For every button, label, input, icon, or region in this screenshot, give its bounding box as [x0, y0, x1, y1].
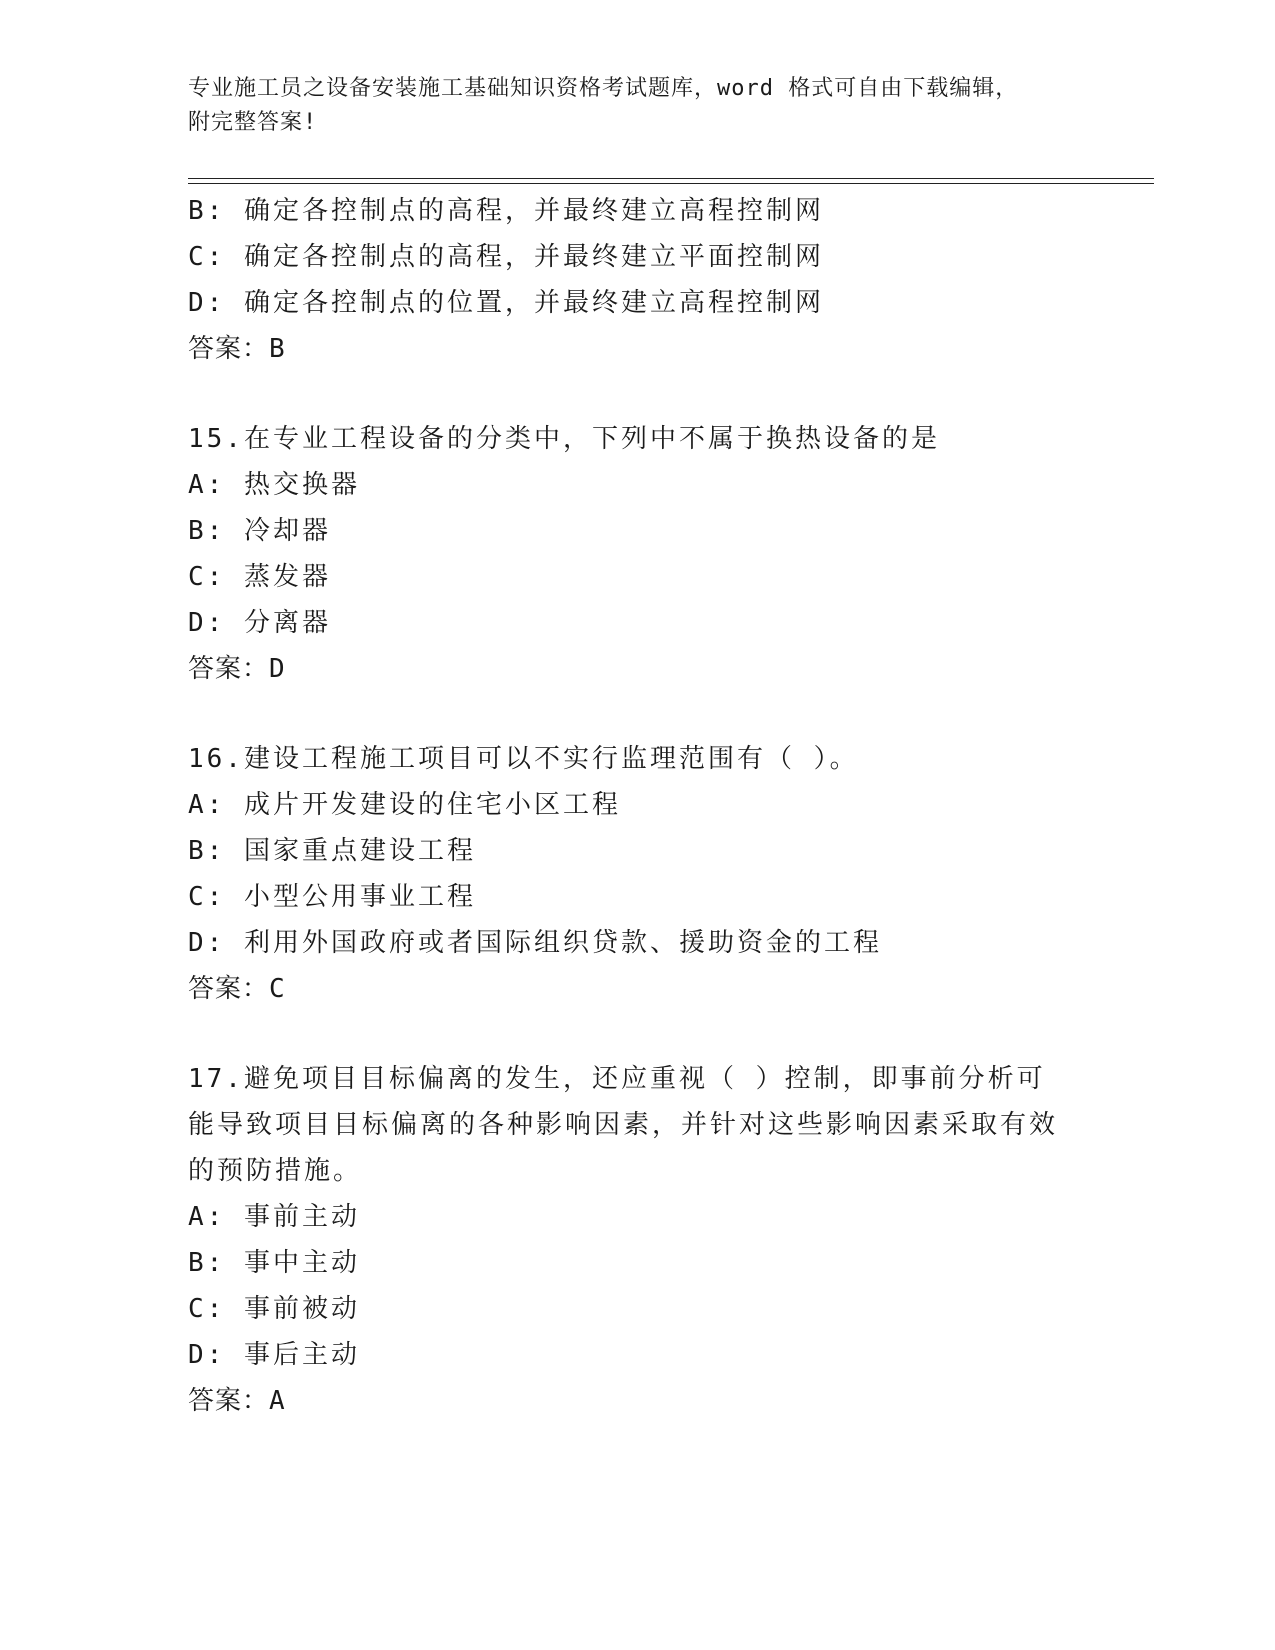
option-b: B: 冷却器	[188, 516, 331, 546]
question-title: 16.建设工程施工项目可以不实行监理范围有（ ）。	[188, 744, 859, 774]
question-block-17	[188, 1056, 1088, 1424]
answer-line: 答案：D	[188, 654, 286, 684]
option-c: C: 事前被动	[188, 1294, 360, 1324]
option-d: D: 确定各控制点的位置，并最终建立高程控制网	[188, 288, 824, 318]
question-title: 17.避免项目目标偏离的发生，还应重视（ ）控制，即事前分析可能导致项目目标偏离的各种影响因素，并针对这些影响因素采取有效的预防措施。	[188, 1064, 1059, 1186]
option-d: D: 事后主动	[188, 1340, 360, 1370]
option-a: A: 热交换器	[188, 470, 360, 500]
option-a: A: 事前主动	[188, 1202, 360, 1232]
question-title: 15.在专业工程设备的分类中，下列中不属于换热设备的是	[188, 424, 940, 454]
option-b: B: 国家重点建设工程	[188, 836, 476, 866]
question-block-16	[188, 736, 1088, 1012]
header-line-2: 附完整答案!	[188, 110, 318, 135]
answer-line: 答案：A	[188, 1386, 286, 1416]
document-body	[188, 188, 1088, 1424]
option-b: B: 事中主动	[188, 1248, 360, 1278]
option-d: D: 分离器	[188, 608, 331, 638]
header-divider-bottom	[188, 183, 1154, 184]
answer-line: 答案：B	[188, 334, 286, 364]
option-a: A: 成片开发建设的住宅小区工程	[188, 790, 621, 820]
option-b: B: 确定各控制点的高程，并最终建立高程控制网	[188, 196, 824, 226]
question-block-14	[188, 188, 1088, 372]
option-d: D: 利用外国政府或者国际组织贷款、援助资金的工程	[188, 928, 882, 958]
header-line-1: 专业施工员之设备安装施工基础知识资格考试题库，word 格式可自由下载编辑，	[188, 76, 1019, 101]
option-c: C: 确定各控制点的高程，并最终建立平面控制网	[188, 242, 824, 272]
header-divider-top	[188, 178, 1154, 179]
answer-line: 答案：C	[188, 974, 286, 1004]
document-header	[188, 72, 1068, 140]
option-c: C: 小型公用事业工程	[188, 882, 476, 912]
option-c: C: 蒸发器	[188, 562, 331, 592]
question-block-15	[188, 416, 1088, 692]
